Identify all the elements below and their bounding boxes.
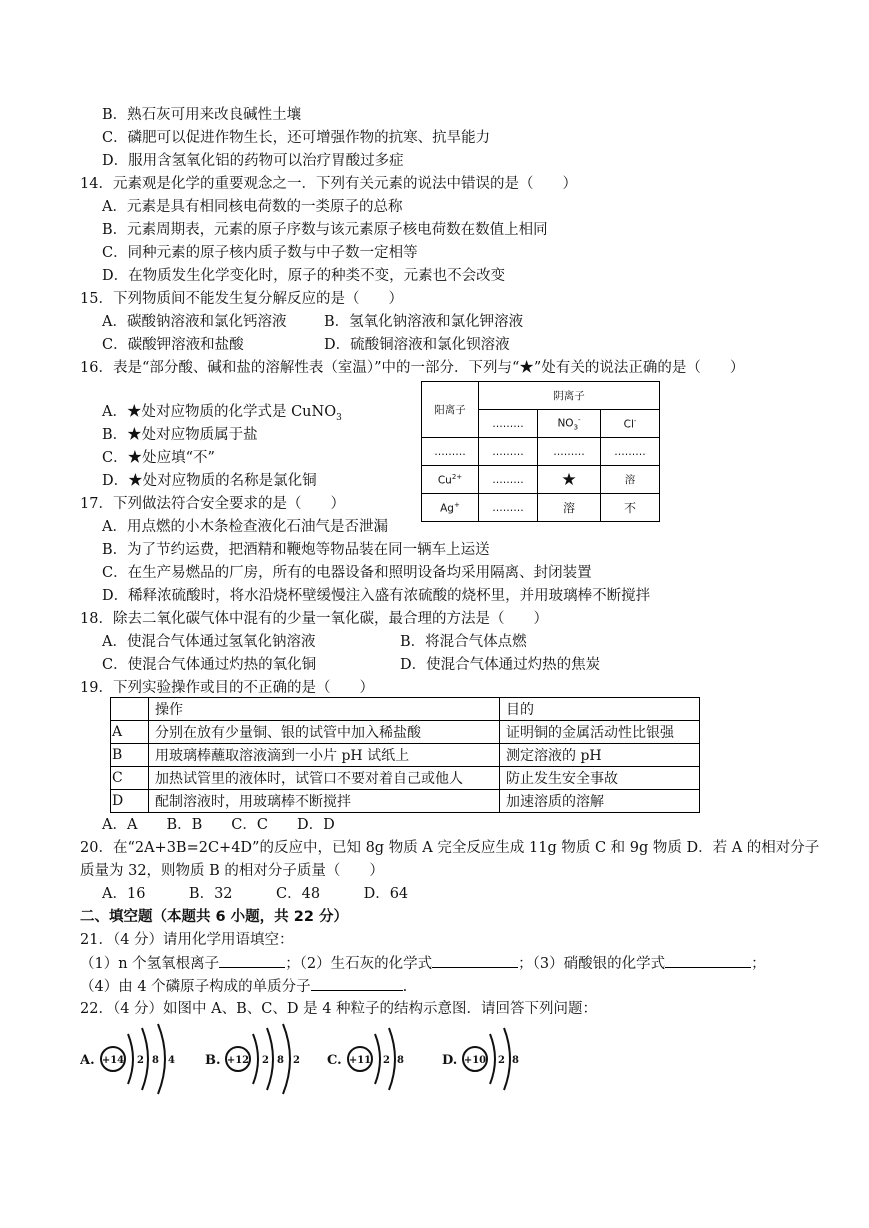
electron-shell-arc: [128, 1034, 133, 1084]
electron-shell-arc: [490, 1034, 495, 1084]
particle-diagram-b: [205, 1020, 315, 1104]
electron-shell-arc: [158, 1024, 165, 1094]
q13-option-c: C．磷肥可以促进作物生长，还可增强作物的抗寒、抗旱能力: [102, 130, 491, 146]
shell-electron-count: 8: [512, 1055, 519, 1066]
nitrate-charge: -: [578, 415, 581, 424]
shell-electron-count: 2: [262, 1055, 269, 1066]
star-icon: ★: [538, 466, 601, 494]
q16-option-d: D．★处对应物质的名称是氯化铜: [102, 473, 317, 489]
section-title: 二、填空题（本题共 6 小题，共 22 分）: [80, 909, 348, 925]
q18-option-c: C．使混合气体通过灼热的氧化铜: [102, 657, 317, 673]
solubility-cell: ………: [479, 494, 538, 522]
operation-cell: 配制溶液时，用玻璃棒不断搅拌: [149, 790, 500, 813]
electron-shell-arc: [283, 1024, 290, 1094]
solubility-cell: 溶: [601, 466, 660, 494]
nucleus-charge-b: +12: [226, 1055, 250, 1066]
atom-structure-b: [205, 1020, 315, 1100]
q18-option-b: B．将混合气体点燃: [400, 634, 527, 650]
q15-option-d: D．硫酸铜溶液和氯化钡溶液: [324, 337, 510, 353]
q21-part2-label: ；（2）生石灰的化学式: [285, 956, 433, 972]
q21-part3-label: ；（3）硝酸银的化学式: [518, 956, 666, 972]
q17-option-c: C．在生产易燃品的厂房，所有的电器设备和照明设备均采用隔离、封闭装置: [102, 565, 592, 581]
copper-charge: 2+: [451, 472, 463, 481]
purpose-cell: 证明铜的金属活动性比银强: [500, 721, 700, 744]
q16-option-a-text: A．★处对应物质的化学式是 CuNO: [102, 404, 337, 420]
q21-part1-label: （1）n 个氢氧根离子: [80, 956, 220, 972]
chloride-ion: [601, 410, 660, 438]
shell-electron-count: 8: [277, 1055, 284, 1066]
shell-electron-count: 2: [293, 1055, 300, 1066]
purpose-header: 目的: [500, 698, 700, 721]
q15-stem: 15．下列物质间不能发生复分解反应的是（ ）: [80, 291, 403, 307]
row-key: D: [111, 790, 149, 813]
q15-option-c: C．碳酸钾溶液和盐酸: [102, 337, 244, 353]
table-row: [111, 744, 700, 767]
answer-blank[interactable]: [219, 953, 285, 968]
shell-electron-count: 2: [383, 1055, 390, 1066]
experiment-key-header: [111, 698, 149, 721]
row-key: C: [111, 767, 149, 790]
q16-option-a: [102, 402, 342, 428]
q21-part4-label: （4）由 4 个磷原子构成的单质分子: [80, 979, 311, 995]
electron-shell-arc: [375, 1034, 380, 1084]
q14-option-c: C．同种元素的原子核内质子数与中子数一定相等: [102, 245, 418, 261]
q16-option-c: C．★处应填“不”: [102, 450, 215, 466]
q17-option-d: D．稀释浓硫酸时，将水沿烧杯壁缓慢注入盛有浓硫酸的烧杯里，并用玻璃棒不断搅拌: [102, 588, 651, 604]
q14-stem: 14．元素观是化学的重要观念之一．下列有关元素的说法中错误的是（ ）: [80, 176, 577, 192]
shell-electron-count: 4: [168, 1055, 175, 1066]
q14-option-d: D．在物质发生化学变化时，原子的种类不变，元素也不会改变: [102, 268, 506, 284]
operation-header: 操作: [149, 698, 500, 721]
particle-diagram-d: [442, 1020, 542, 1104]
silver-ion: [422, 494, 479, 522]
solubility-cell: ………: [601, 438, 660, 466]
nitrate-symbol: NO: [557, 417, 574, 430]
chloride-symbol: Cl: [623, 418, 634, 431]
solubility-cell: 溶: [538, 494, 601, 522]
solubility-table: [421, 381, 660, 522]
electron-shell-arc: [253, 1034, 258, 1084]
answer-blank[interactable]: [432, 953, 518, 968]
nucleus-charge-a: +14: [101, 1055, 125, 1066]
q13-option-b: B．熟石灰可用来改良碱性土壤: [102, 107, 302, 123]
shell-electron-count: 2: [137, 1055, 144, 1066]
table-row: [111, 790, 700, 813]
copper-ion: [422, 466, 479, 494]
nitrate-subscript: 3: [573, 423, 579, 432]
particle-diagram-a: [80, 1020, 190, 1104]
table-row: [111, 767, 700, 790]
q18-option-a: A．使混合气体通过氢氧化钠溶液: [102, 634, 316, 650]
q16-option-b: B．★处对应物质属于盐: [102, 427, 258, 443]
operation-cell: 用玻璃棒蘸取溶液滴到一小片 pH 试纸上: [149, 744, 500, 767]
q15-option-b: B．氢氧化钠溶液和氯化钾溶液: [324, 314, 524, 330]
q16-stem: 16．表是“部分酸、碱和盐的溶解性表（室温）”中的一部分．下列与“★”处有关的说法正确的是（ ）: [80, 360, 745, 376]
particle-label-c: C.: [327, 1053, 342, 1068]
answer-blank[interactable]: [665, 953, 751, 968]
q19-stem: 19．下列实验操作或目的不正确的是（ ）: [80, 680, 374, 696]
q17-option-b: B．为了节约运费，把酒精和鞭炮等物品装在同一辆车上运送: [102, 542, 490, 558]
particle-label-d: D.: [442, 1053, 458, 1068]
silver-charge: +: [453, 500, 460, 509]
nucleus-charge-d: +10: [463, 1055, 487, 1066]
q20-options: A．16 B．32 C．48 D．64: [102, 886, 409, 902]
operation-cell: 加热试管里的液体时，试管口不要对着自己或他人: [149, 767, 500, 790]
q21-line1: [80, 953, 766, 974]
purpose-cell: 加速溶质的溶解: [500, 790, 700, 813]
experiment-table-header: [111, 698, 700, 721]
particle-label-b: B.: [205, 1053, 221, 1068]
chloride-charge: -: [633, 416, 637, 425]
q16-option-a-subscript: 3: [336, 412, 342, 423]
q15-option-a: A．碳酸钠溶液和氯化钙溶液: [102, 314, 287, 330]
experiment-table: [110, 697, 700, 813]
q20-stem-line2: 质量为 32，则物质 B 的相对分子质量（ ）: [80, 863, 384, 879]
q14-option-b: B．元素周期表，元素的原子序数与该元素原子核电荷数在数值上相同: [102, 222, 548, 238]
solubility-cell: ………: [479, 466, 538, 494]
operation-cell: 分别在放有少量铜、银的试管中加入稀盐酸: [149, 721, 500, 744]
q14-option-a: A．元素是具有相同核电荷数的一类原子的总称: [102, 199, 403, 215]
anion-header: 阴离子: [479, 382, 660, 410]
shell-electron-count: 8: [397, 1055, 404, 1066]
q20-stem-line1: 20．在“2A+3B=2C+4D”的反应中，已知 8g 物质 A 完全反应生成 11g 物质 C 和 9g 物质 D．若 A 的相对分子: [80, 840, 820, 856]
q19-options: A．A B．B C．C D．D: [102, 817, 335, 833]
copper-symbol: Cu: [437, 474, 452, 487]
solubility-cell: ………: [538, 438, 601, 466]
purpose-cell: 防止发生安全事故: [500, 767, 700, 790]
row-key: B: [111, 744, 149, 767]
cation-header: 阳离子: [422, 382, 479, 438]
nitrate-ion: [538, 410, 601, 438]
shell-electron-count: 2: [498, 1055, 505, 1066]
q21-line1-end: ；: [751, 956, 766, 972]
q22-stem: 22．（4 分）如图中 A、B、C、D 是 4 种粒子的结构示意图．请回答下列问题：: [80, 1001, 598, 1017]
solubility-cell: ………: [422, 438, 479, 466]
solubility-cell: ………: [479, 438, 538, 466]
q18-option-d: D．使混合气体通过灼热的焦炭: [400, 657, 601, 673]
atom-structure-d: [442, 1020, 542, 1100]
silver-symbol: Ag: [440, 502, 454, 515]
q21-stem: 21．（4 分）请用化学用语填空：: [80, 932, 294, 948]
purpose-cell: 测定溶液的 pH: [500, 744, 700, 767]
q17-stem: 17．下列做法符合安全要求的是（ ）: [80, 496, 345, 512]
solubility-cell: 不: [601, 494, 660, 522]
particle-label-a: A.: [80, 1053, 95, 1068]
table-row: [111, 721, 700, 744]
q21-line2: [80, 976, 407, 997]
q18-stem: 18．除去二氧化碳气体中混有的少量一氧化碳，最合理的方法是（ ）: [80, 611, 548, 627]
q21-line2-end: .: [402, 979, 408, 995]
row-key: A: [111, 721, 149, 744]
atom-structure-a: [80, 1020, 190, 1100]
solubility-cell: ………: [479, 410, 538, 438]
answer-blank[interactable]: [311, 976, 403, 991]
q13-option-d: D．服用含氢氧化铝的药物可以治疗胃酸过多症: [102, 153, 404, 169]
atom-structure-c: [327, 1020, 427, 1100]
q17-option-a: A．用点燃的小木条检查液化石油气是否泄漏: [102, 519, 388, 535]
nucleus-charge-c: +11: [348, 1055, 372, 1066]
particle-diagram-c: [327, 1020, 427, 1104]
shell-electron-count: 8: [152, 1055, 159, 1066]
